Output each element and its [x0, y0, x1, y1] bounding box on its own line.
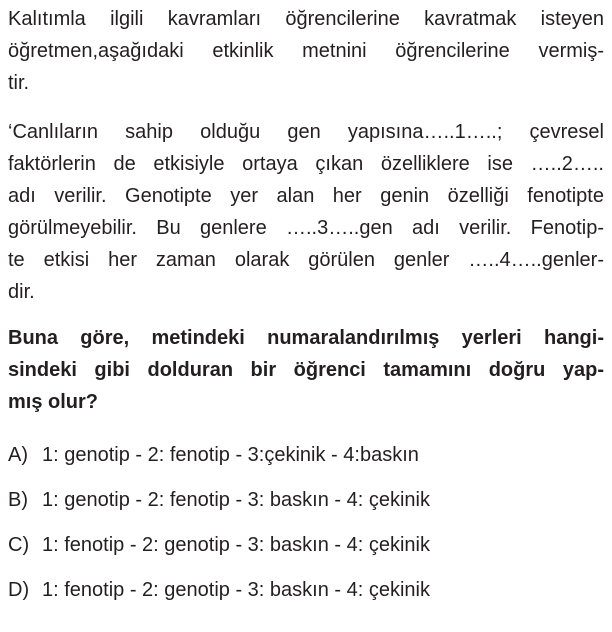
option-text: 1: genotip - 2: fenotip - 3: baskın - 4: çekinik	[42, 489, 430, 511]
intro-line: öğretmen,aşağıdaki etkinlik metnini öğrencilerine vermiş-	[8, 40, 604, 62]
question-line: mış olur?	[8, 391, 99, 413]
option-text: 1: fenotip - 2: genotip - 3: baskın - 4: çekinik	[42, 534, 430, 556]
passage-line: faktörlerin de etkisiyle ortaya çıkan özelliklere ise …..2…..	[8, 153, 604, 175]
passage-line: görülmeyebilir. Bu genlere …..3…..gen adı verilir. Fenotip-	[8, 217, 604, 239]
answer-options	[8, 439, 604, 606]
option-c[interactable]	[8, 529, 604, 561]
passage-line: te etkisi her zaman olarak görülen genler …..4…..genler-	[8, 249, 604, 271]
option-text: 1: fenotip - 2: genotip - 3: baskın - 4: çekinik	[42, 579, 430, 601]
passage-paragraph	[8, 116, 604, 308]
intro-line: tir.	[8, 72, 30, 94]
passage-line: ‘Canlıların sahip olduğu gen yapısına…..1…..; çevresel	[8, 121, 604, 143]
option-letter: A)	[8, 444, 28, 466]
question-stem	[8, 322, 604, 418]
option-text: 1: genotip - 2: fenotip - 3:çekinik - 4:baskın	[42, 444, 419, 466]
option-letter: B)	[8, 489, 28, 511]
intro-line: Kalıtımla ilgili kavramları öğrencilerine kavratmak isteyen	[8, 8, 604, 30]
passage-line: adı verilir. Genotipte yer alan her genin özelliği fenotipte	[8, 185, 604, 207]
option-b[interactable]	[8, 484, 604, 516]
question-line: sindeki gibi dolduran bir öğrenci tamamını doğru yap-	[8, 359, 604, 381]
option-letter: D)	[8, 579, 30, 601]
option-d[interactable]	[8, 574, 604, 606]
option-a[interactable]	[8, 439, 604, 471]
option-letter: C)	[8, 534, 30, 556]
passage-line: dir.	[8, 281, 35, 303]
intro-paragraph	[8, 3, 604, 99]
question-line: Buna göre, metindeki numaralandırılmış yerleri hangi-	[8, 327, 604, 349]
